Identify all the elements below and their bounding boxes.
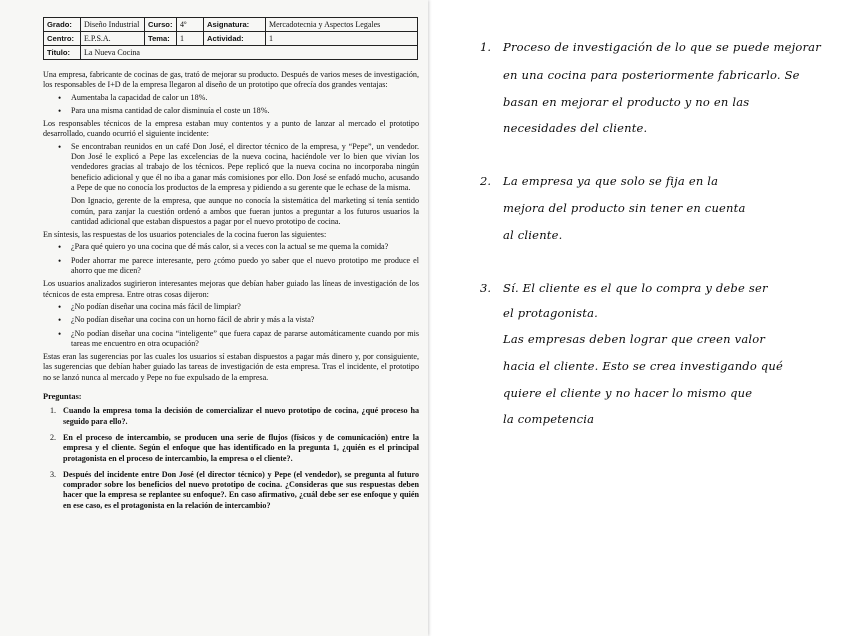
question-text: Después del incidente entre Don José (el director técnico) y Pepe (el vendedor), se pregunta al futuro comprador sobre los beneficios del nuevo prototipo de cocina. ¿Consideras que sus respuestas deben hacer que la empresa se replantee su enfoque?. En caso afirmativo, ¿cuál debe ser ese enfoque y quién en ese caso, es el protagonista en la relación de intercambio? <box>63 469 419 510</box>
question-number: 2. <box>50 432 57 442</box>
answer-2-line: mejora del producto sin tener en cuenta <box>503 201 746 215</box>
answer-3-line: la competencia <box>503 412 595 426</box>
advantage-item: • Para una misma cantidad de calor disminuía el coste un 18%. <box>71 106 419 116</box>
questions-list <box>43 406 419 511</box>
tema-value: 1 <box>177 32 204 46</box>
answer-3-line: Las empresas deben lograr que creen valor <box>503 332 766 346</box>
curso-value: 4º <box>177 18 204 32</box>
answer-2-line: al cliente. <box>503 228 563 242</box>
questions-heading: Preguntas: <box>43 392 82 402</box>
answer-1-line: Proceso de investigación de lo que se puede mejorar <box>503 40 821 54</box>
answer-1-line: necesidades del cliente. <box>503 121 648 135</box>
improvement-item: • ¿No podían diseñar una cocina con un horno fácil de abrir y más a la vista? <box>71 315 419 325</box>
question-item <box>50 469 419 511</box>
intro-paragraph: Una empresa, fabricante de cocinas de gas, trató de mejorar su producto. Después de varios meses de investigación, los responsables de I+D de la empresa llegaron al diseño de un prototipo que ofrecía dos grandes ventajas: <box>43 70 419 90</box>
question-text: Cuando la empresa toma la decisión de comercializar el nuevo prototipo de cocina, ¿qué proceso ha seguido para ello?. <box>63 406 419 426</box>
titulo-label: Titulo: <box>44 46 81 60</box>
paragraph-2: Los responsables técnicos de la empresa estaban muy contentos y a punto de lanzar al mercado el prototipo desarrollado, cuando ocurrió el siguiente incidente: <box>43 119 419 139</box>
answer-3-line: Sí. El cliente es el que lo compra y debe ser <box>503 281 768 295</box>
response-item: • Poder ahorrar me parece interesante, pero ¿cómo puedo yo saber que el nuevo prototipo me produce el ahorro que me dicen? <box>71 256 419 277</box>
grado-value: Diseño Industrial <box>81 18 145 32</box>
asignatura-label: Asignatura: <box>204 18 266 32</box>
answer-3-line: quiere el cliente y no hacer lo mismo que <box>503 386 753 400</box>
answer-3-line: el protagonista. <box>503 306 599 320</box>
paragraph-4: Los usuarios analizados sugirieron interesantes mejoras que debían haber guiado las líneas de investigación de los técnicos de esta empresa. Entre otras cosas dijeron: <box>43 279 419 299</box>
document-body <box>43 70 419 517</box>
answer-1-number: 1. <box>480 40 491 54</box>
question-item <box>50 432 419 464</box>
responses-list <box>43 242 419 276</box>
improvements-list <box>43 302 419 349</box>
question-number: 1. <box>50 406 57 416</box>
advantage-item: • Aumentaba la capacidad de calor un 18%. <box>71 93 419 103</box>
centro-label: Centro: <box>44 32 81 46</box>
asignatura-value: Mercadotecnia y Aspectos Legales <box>266 18 418 32</box>
improvement-item: • ¿No podían diseñar una cocina “inteligente” que fuera capaz de pararse automáticamente cuando por mis tareas me encuentro en otra ocupación? <box>71 329 419 350</box>
question-number: 3. <box>50 469 57 479</box>
question-item <box>50 406 419 427</box>
handwritten-answers <box>470 0 840 636</box>
advantages-list <box>43 93 419 117</box>
paragraph-3: En síntesis, las respuestas de los usuarios potenciales de la cocina fueron las siguientes: <box>43 230 327 240</box>
answer-1-line: en una cocina para posteriormente fabricarlo. Se <box>503 68 800 82</box>
header-table <box>43 17 418 60</box>
answer-3-line: hacia el cliente. Esto se crea investigando qué <box>503 359 784 373</box>
ignacio-paragraph: Don Ignacio, gerente de la empresa, que aunque no conocía la sistemática del marketing sí tenía sentido común, para zanjar la cuestión ordenó a ambos que fueran juntos a preguntar a los futuros usuarios la cantidad adicional que estaban dispuestos a pagar por el nuevo prototipo de cocina. <box>71 196 419 226</box>
answer-2-line: La empresa ya que solo se fija en la <box>503 174 719 188</box>
paragraph-5: Estas eran las sugerencias por las cuales los usuarios sí estaban dispuestos a pagar más dinero y, por consiguiente, las sugerencias que debían haber guiado las tareas de investigación de esta empresa. Tras el incidente, el prototipo no se lanzó nunca al mercado y Pepe no fue expulsado de la empresa. <box>43 352 419 382</box>
answer-3-number: 3. <box>480 281 491 295</box>
incident-list <box>43 142 419 193</box>
incident-item: • Se encontraban reunidos en un café Don José, el director técnico de la empresa, y “Pepe”, un vendedor. Don José le explicó a Pepe las excelencias de la nueva cocina, haciéndole ver lo bien que vivían los vendedores gracias al trabajo de los técnicos. Pepe replicó que la nueva cocina no incorporaba ningún beneficio adicional y que él no iba a ganar más comisiones por ello. Don José se enfadó mucho, acusando a Pepe de que no conocía los productos de la empresa y pidiendo a su gerente que le echase de la misma. <box>71 142 419 193</box>
centro-value: E.P.S.A. <box>81 32 145 46</box>
answer-1-line: basan en mejorar el producto y no en las <box>503 95 750 109</box>
tema-label: Tema: <box>145 32 177 46</box>
curso-label: Curso: <box>145 18 177 32</box>
actividad-value: 1 <box>266 32 418 46</box>
improvement-item: • ¿No podían diseñar una cocina más fácil de limpiar? <box>71 302 419 312</box>
actividad-label: Actividad: <box>204 32 266 46</box>
grado-label: Grado: <box>44 18 81 32</box>
response-item: • ¿Para qué quiero yo una cocina que dé más calor, si a veces con la actual se me quema la comida? <box>71 242 419 252</box>
answer-2-number: 2. <box>480 174 491 188</box>
question-text: En el proceso de intercambio, se producen una serie de flujos (físicos y de comunicación) entre la empresa y el cliente. Según el enfoque que has identificado en la pregunta 1, ¿quién es el principal protagonista en el proceso de intercambio, la empresa o el cliente?. <box>63 432 419 463</box>
titulo-value: La Nueva Cocina <box>81 46 418 60</box>
